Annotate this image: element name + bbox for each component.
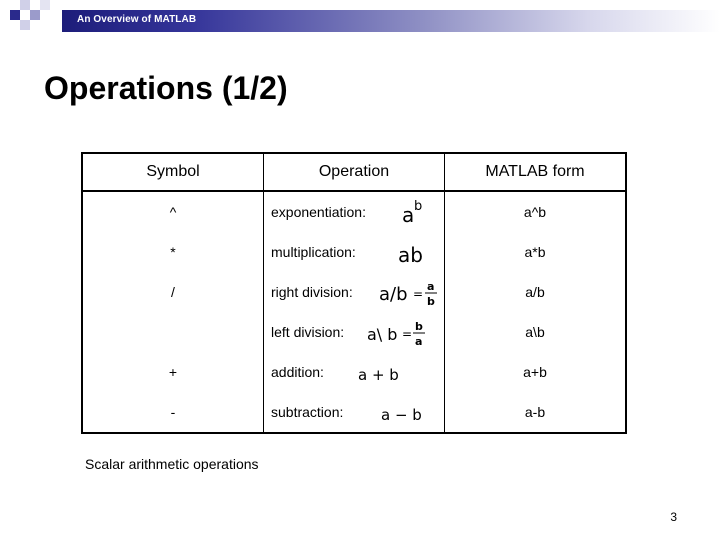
slide-title: Operations (1/2) — [44, 70, 288, 106]
header-square-mid — [30, 10, 40, 20]
svg-text:a\ b: a\ b — [367, 325, 398, 344]
matlab-form-cell: a+b — [445, 352, 627, 392]
svg-text:a/b: a/b — [379, 284, 408, 305]
formula-exponent — [400, 196, 440, 228]
operations-table — [81, 152, 627, 434]
operation-label: addition: — [271, 364, 324, 380]
operation-cell — [264, 192, 444, 232]
operation-cell — [264, 392, 444, 432]
column-header-matlab-form: MATLAB form — [445, 153, 627, 191]
matlab-form-cell: a^b — [445, 191, 627, 232]
matlab-form-cell: a/b — [445, 272, 627, 312]
svg-text:b: b — [427, 295, 435, 308]
column-header-operation: Operation — [264, 153, 445, 191]
symbol-cell: - — [82, 392, 264, 433]
formula-left-division — [365, 314, 431, 350]
header-square-light — [20, 20, 30, 30]
formula-subtraction — [379, 396, 429, 428]
svg-text:b: b — [415, 320, 423, 333]
table-row — [82, 232, 626, 272]
svg-text:a + b: a + b — [358, 366, 399, 384]
matlab-form-cell: a*b — [445, 232, 627, 272]
symbol-cell: / — [82, 272, 264, 312]
operation-cell — [264, 272, 444, 312]
matlab-form-cell: a\b — [445, 312, 627, 352]
symbol-cell: * — [82, 232, 264, 272]
column-header-symbol: Symbol — [82, 153, 264, 191]
header-band — [0, 0, 720, 40]
svg-text:a: a — [415, 335, 423, 348]
table-row — [82, 312, 626, 352]
formula-multiplication — [396, 236, 436, 268]
matlab-form-cell: a-b — [445, 392, 627, 433]
symbol-cell: + — [82, 352, 264, 392]
operation-cell — [264, 312, 444, 352]
svg-text:a: a — [402, 203, 415, 227]
operation-label: right division: — [271, 284, 353, 300]
header-square-dark — [10, 10, 20, 20]
symbol-cell — [82, 312, 264, 352]
table-row — [82, 392, 626, 433]
formula-right-division — [377, 274, 443, 310]
header-square-light — [40, 0, 50, 10]
operation-label: subtraction: — [271, 404, 344, 420]
table-row — [82, 272, 626, 312]
svg-text:=: = — [402, 327, 413, 341]
operation-label: multiplication: — [271, 244, 356, 260]
page-number: 3 — [670, 510, 677, 524]
svg-text:a: a — [427, 280, 435, 293]
svg-text:b: b — [414, 199, 423, 214]
table-caption: Scalar arithmetic operations — [85, 456, 259, 472]
table-row — [82, 352, 626, 392]
operation-label: left division: — [271, 324, 345, 340]
operation-cell — [264, 232, 444, 272]
operation-label: exponentiation: — [271, 204, 366, 220]
svg-text:ab: ab — [398, 243, 423, 267]
table-row — [82, 191, 626, 232]
operation-cell — [264, 352, 444, 392]
header-title: An Overview of MATLAB — [77, 14, 197, 25]
symbol-cell: ^ — [82, 191, 264, 232]
formula-addition — [356, 356, 406, 388]
table-header-row — [82, 153, 626, 191]
header-square-light — [20, 0, 30, 10]
svg-text:=: = — [413, 287, 424, 301]
svg-text:a − b: a − b — [381, 406, 422, 424]
